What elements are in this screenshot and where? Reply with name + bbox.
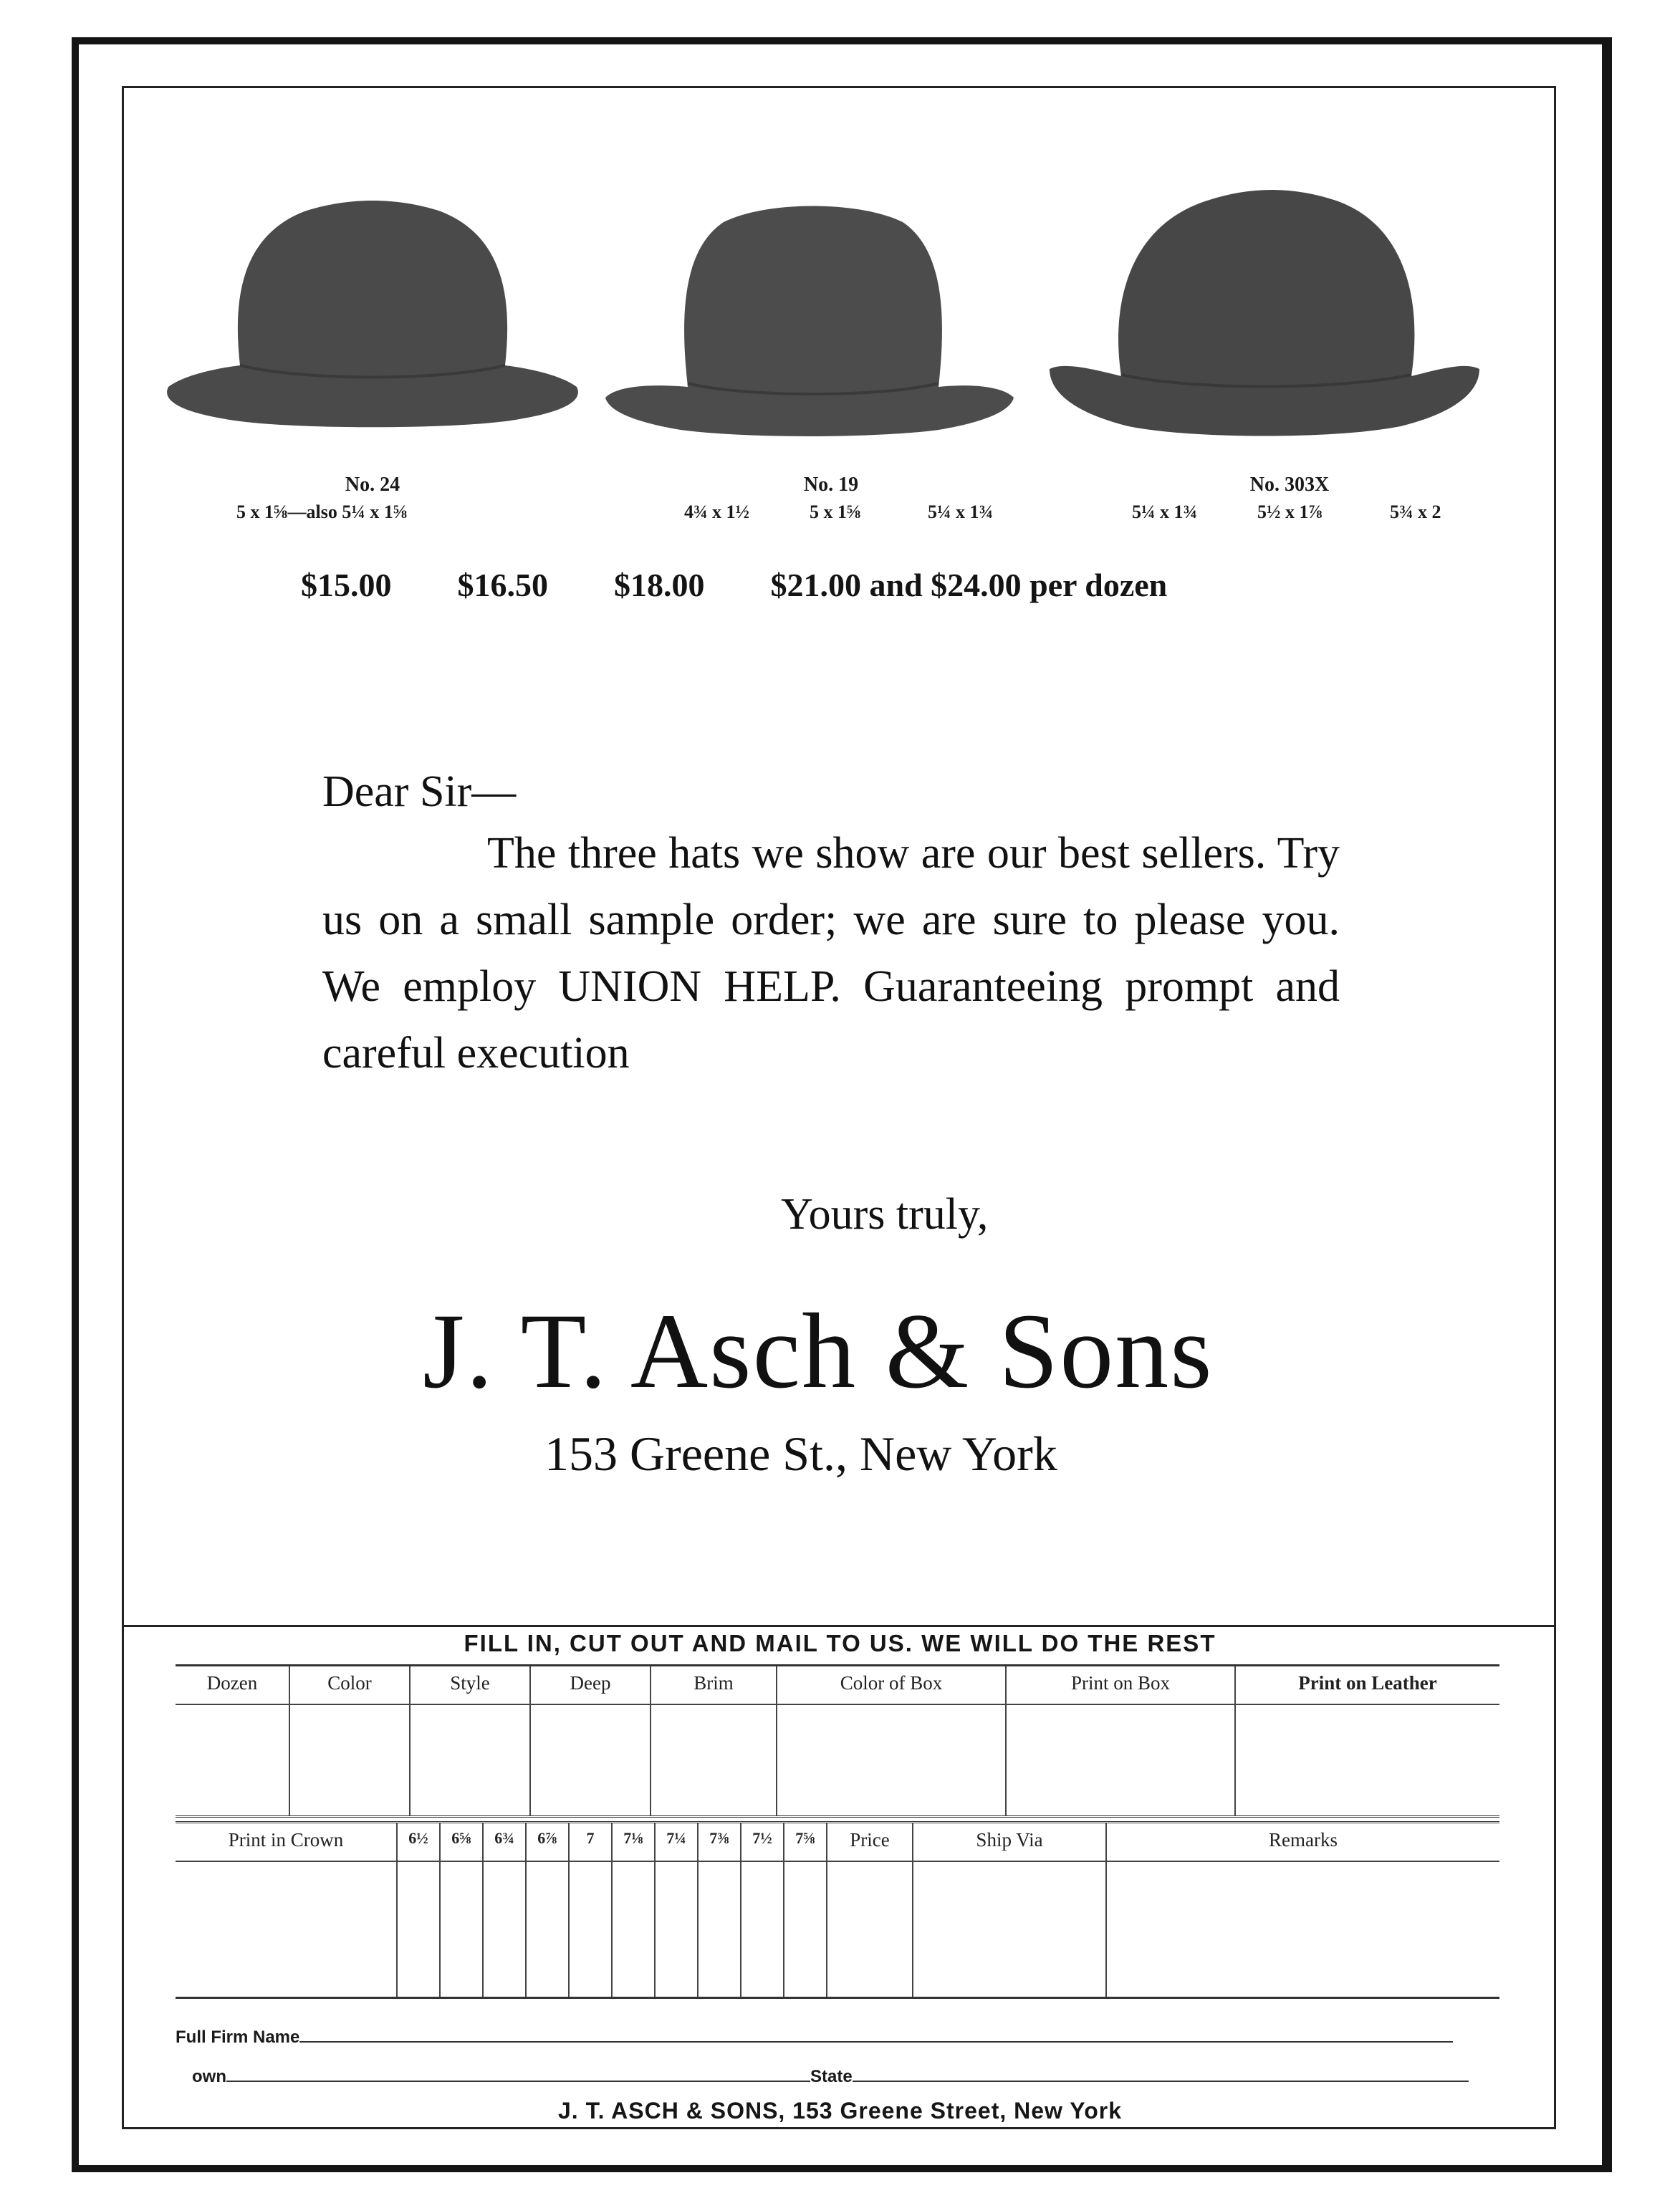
hat-size-no-19-a: 4¾ x 1½ (684, 502, 749, 522)
field-size-6-5-8[interactable] (440, 1861, 483, 1998)
column-size-6-3-4: 6¾ (483, 1823, 526, 1862)
column-color: Color (289, 1666, 410, 1705)
field-size-6-1-2[interactable] (397, 1861, 440, 1998)
field-style[interactable] (410, 1704, 530, 1817)
column-size-7-1-4: 7¼ (655, 1823, 698, 1862)
field-color-of-box[interactable] (777, 1704, 1006, 1817)
hat-image-no-303x (1050, 183, 1479, 441)
field-size-6-3-4[interactable] (483, 1861, 526, 1998)
hat-image-no-24 (161, 193, 584, 444)
column-dozen: Dozen (176, 1666, 289, 1705)
column-size-7-3-8: 7⅜ (698, 1823, 741, 1862)
field-ship-via[interactable] (913, 1861, 1106, 1998)
town-line[interactable] (226, 2079, 810, 2082)
field-size-6-7-8[interactable] (526, 1861, 569, 1998)
cut-line (122, 1625, 1556, 1627)
column-style: Style (410, 1666, 530, 1705)
column-size-7-5-8: 7⅝ (784, 1823, 827, 1862)
column-size-7-1-8: 7⅛ (612, 1823, 655, 1862)
field-remarks[interactable] (1106, 1861, 1499, 1998)
town-state-row (192, 2067, 1469, 2087)
firm-name: J. T. Asch & Sons (423, 1292, 1214, 1411)
price-3: $18.00 (614, 567, 705, 603)
firm-address: 153 Greene St., New York (544, 1426, 1057, 1481)
field-print-in-crown[interactable] (176, 1861, 397, 1998)
form-heading: FILL IN, CUT OUT AND MAIL TO US. WE WILL DO THE REST (464, 1630, 1216, 1656)
column-size-6-1-2: 6½ (397, 1823, 440, 1862)
firm-name-line[interactable] (299, 2040, 1453, 2043)
column-size-6-5-8: 6⅝ (440, 1823, 483, 1862)
field-size-7-1-2[interactable] (741, 1861, 784, 1998)
column-color-of-box: Color of Box (777, 1666, 1006, 1705)
hat-size-no-303x-b: 5½ x 1⅞ (1257, 502, 1323, 522)
field-size-7-1-8[interactable] (612, 1861, 655, 1998)
field-deep[interactable] (530, 1704, 651, 1817)
hat-label-no-303x: No. 303X (1249, 474, 1330, 496)
firm-name-row (176, 2028, 1453, 2048)
field-size-7-1-4[interactable] (655, 1861, 698, 1998)
state-line[interactable] (853, 2079, 1469, 2082)
letter-closing: Yours truly, (781, 1190, 989, 1239)
hat-size-no-19-b: 5 x 1⅝ (810, 502, 861, 522)
field-size-7-3-8[interactable] (698, 1861, 741, 1998)
footer-address: J. T. ASCH & SONS, 153 Greene Street, New York (557, 2098, 1122, 2124)
letter-salutation: Dear Sir— (322, 767, 517, 816)
field-brim[interactable] (651, 1704, 777, 1817)
field-print-on-box[interactable] (1006, 1704, 1235, 1817)
hat-size-no-303x-a: 5¼ x 1¾ (1132, 502, 1197, 522)
field-price[interactable] (827, 1861, 913, 1998)
column-ship-via: Ship Via (913, 1823, 1106, 1862)
order-table-row-2 (176, 1821, 1499, 1999)
firm-name-label: Full Firm Name (176, 2028, 300, 2047)
order-table-row-1 (176, 1664, 1499, 1818)
hat-size-no-19-c: 5¼ x 1¾ (928, 502, 993, 522)
column-brim: Brim (651, 1666, 777, 1705)
column-size-7-1-2: 7½ (741, 1823, 784, 1862)
hat-image-no-19 (602, 193, 1017, 444)
column-size-6-7-8: 6⅞ (526, 1823, 569, 1862)
column-price: Price (827, 1823, 913, 1862)
field-size-7[interactable] (569, 1861, 612, 1998)
field-dozen[interactable] (176, 1704, 289, 1817)
field-print-on-leather[interactable] (1235, 1704, 1499, 1817)
price-1: $15.00 (301, 567, 392, 603)
hat-label-no-19: No. 19 (803, 474, 859, 496)
state-label: State (810, 2067, 853, 2086)
column-deep: Deep (530, 1666, 651, 1705)
column-print-on-box: Print on Box (1006, 1666, 1235, 1705)
town-label: own (192, 2067, 226, 2086)
column-print-on-leather: Print on Leather (1235, 1666, 1499, 1705)
price-2: $16.50 (457, 567, 548, 603)
column-remarks: Remarks (1106, 1823, 1499, 1862)
field-size-7-5-8[interactable] (784, 1861, 827, 1998)
hat-size-no-303x-c: 5¾ x 2 (1390, 502, 1441, 522)
hat-label-no-24: No. 24 (345, 474, 400, 496)
column-print-in-crown: Print in Crown (176, 1823, 397, 1862)
field-color[interactable] (289, 1704, 410, 1817)
hat-sizes-no-24: 5 x 1⅝—also 5¼ x 1⅝ (236, 502, 408, 522)
column-size-7: 7 (569, 1823, 612, 1862)
price-list (301, 566, 1167, 604)
letter-body: The three hats we show are our best sellers. Try us on a small sample order; we are sure to please you. We employ UNION HELP. Guaranteeing prompt and careful execution (322, 829, 1340, 1078)
price-4: $21.00 and $24.00 per dozen (770, 567, 1168, 603)
